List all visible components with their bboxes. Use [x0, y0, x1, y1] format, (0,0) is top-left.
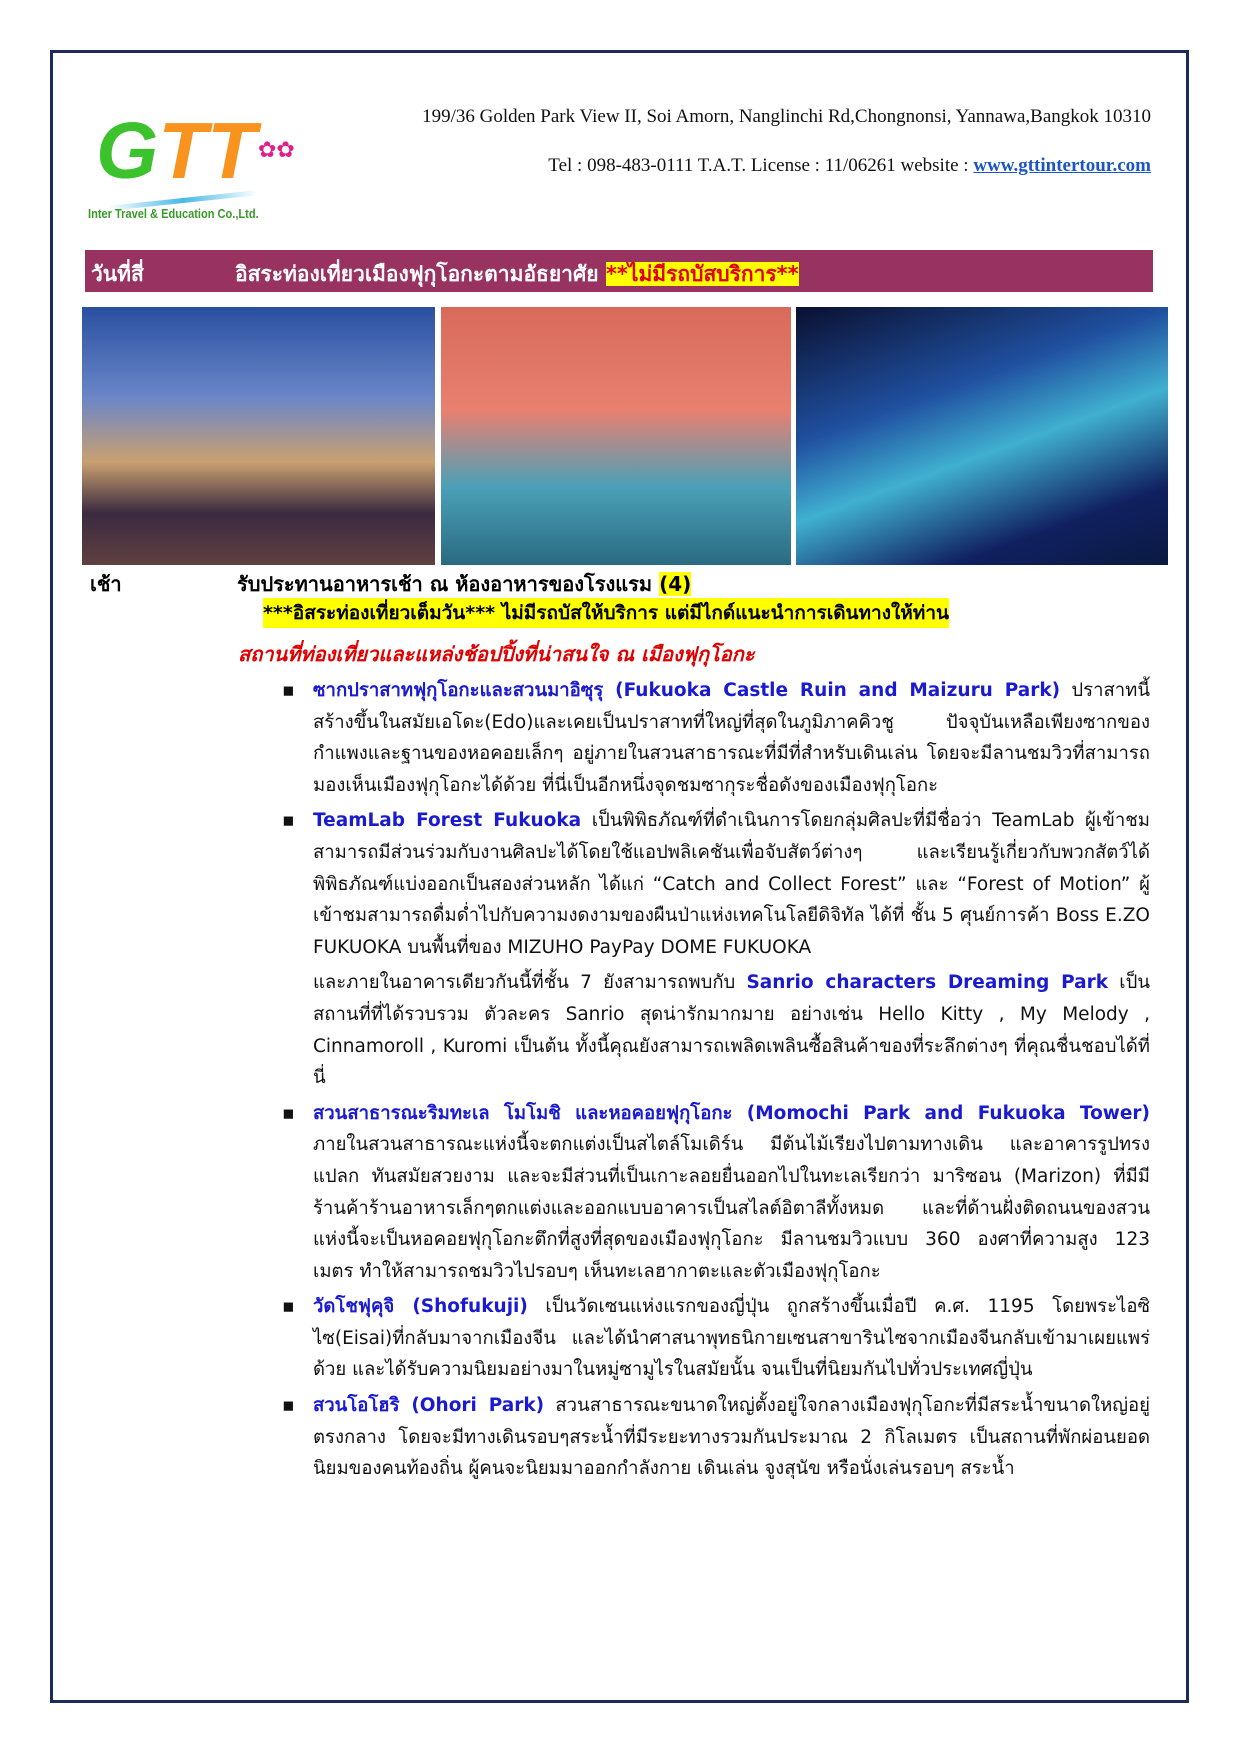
- breakfast-text: [237, 568, 691, 600]
- bullet-icon: ▪: [282, 1296, 295, 1318]
- logo-subtitle: Inter Travel & Education Co.,Ltd.: [88, 206, 259, 221]
- item-title: ซากปราสาทฟุกุโอกะและสวนมาอิซุรุ (Fukuoka Castle Ruin and Maizuru Park): [313, 680, 1061, 701]
- day-title: [235, 258, 799, 291]
- bullet-icon: ▪: [282, 680, 295, 701]
- list-item: [282, 1098, 1150, 1288]
- teamlab-forest-photo: [796, 307, 1168, 565]
- list-item: [282, 675, 1150, 801]
- free-day-banner: ***อิสระท่องเที่ยวเต็มวัน*** ไม่มีรถบัสให้บริการ แต่มีไกด์แนะนำการเดินทางให้ท่าน: [263, 598, 949, 628]
- list-item-continuation: [282, 967, 1150, 1093]
- item-title: วัดโชฟุคุจิ (Shofukuji): [313, 1296, 528, 1318]
- no-bus-highlight: **ไม่มีรถบัสบริการ**: [605, 262, 799, 286]
- canal-city-photo: [441, 307, 791, 565]
- bullet-icon: ▪: [282, 810, 295, 832]
- bullet-icon: ▪: [282, 1395, 295, 1417]
- day-label: วันที่สี่: [91, 262, 144, 286]
- tel-license: Tel : 098-483-0111 T.A.T. License : 11/06261 website :: [548, 155, 974, 176]
- list-item: [282, 1390, 1150, 1485]
- day-title-text: อิสระท่องเที่ยวเมืองฟุกุโอกะตามอัธยาศัย: [235, 262, 606, 286]
- item-body: ภายในสวนสาธารณะแห่งนี้จะตกแต่งเป็นสไตล์โมเดิร์น มีต้นไม้เรียงไปตามทางเดิน และอาคารรูปทรงแปลก ทันสมัยสวยงาม และจะมีส่วนที่เป็นเกาะลอยยื่นออกไปในทะเลเรียกว่า มาริซอน (Marizon) ที่มีมีร้านค้าร้านอาหารเล็กๆตกแต่งและออกแบบอาคารเป็นสไลต์อิตาลีทั้งหมด และที่ด้านฝั่งติดถนนของสวนแห่งนี้จะเป็นหอคอยฟุกุโอกะตึกที่สูงที่สุดของเมืองฟุกุโอกะ มีลานชมวิวแบบ 360 องศาที่ความสูง 123 เมตร ทำให้สามารถชมวิวไปรอบๆ เห็นทะเลฮากาตะและตัวเมืองฟุกุโอกะ: [313, 1134, 1150, 1282]
- item-body: ปราสาทนี้สร้างขึ้นในสมัยเอโดะ(Edo)และเคยเป็นปราสาทที่ใหญ่ที่สุดในภูมิภาคคิวชู ปัจจุบันเหลือเพียงซากของกำแพงและฐานของหอคอยเล็กๆ อยู่ภายในสวนสาธารณะที่มีที่สำหรับเดินเล่น โดยจะมีลานชมวิวที่สามารถมองเห็นเมืองฟุกุโอกะได้ด้วย ที่นี่เป็นอีกหนึ่งจุดชมซากุระชื่อดังของเมืองฟุกุโอกะ: [313, 680, 1150, 796]
- item-body: เป็นสถานที่ที่ได้รวบรวม ตัวละคร Sanrio สุดน่ารักมากมาย อย่างเช่น Hello Kitty , My Melody , Cinnamoroll , Kuromi เป็นต้น ทั้งนี้คุณยังสามารถเพลิดเพลินซื้อสินค้าของที่ระลึกต่างๆ ที่คุณชื่นชอบได้ที่นี่: [313, 972, 1150, 1089]
- item-title: Sanrio characters Dreaming Park: [746, 972, 1109, 994]
- item-title: สวนโอโฮริ (Ohori Park): [313, 1395, 545, 1417]
- section-title: สถานที่ท่องเที่ยวและแหล่งช้อปปิ้งที่น่าสนใจ ณ เมืองฟุกุโอกะ: [238, 642, 755, 666]
- logo-letters: G TT ✿✿: [96, 106, 295, 195]
- list-item: [282, 805, 1150, 963]
- meal-code: (4): [659, 572, 692, 596]
- flower-icon: ✿✿: [257, 138, 295, 163]
- list-item: [282, 1291, 1150, 1386]
- website-link[interactable]: www.gttintertour.com: [973, 155, 1151, 176]
- meal-time-label: เช้า: [90, 572, 122, 596]
- cont-pre: และภายในอาคารเดียวกันนี้ที่ชั้น 7 ยังสามารถพบกับ: [313, 972, 747, 994]
- item-body: สวนสาธารณะขนาดใหญ่ตั้งอยู่ใจกลางเมืองฟุกุโอกะที่มีสระน้ำขนาดใหญ่อยู่ตรงกลาง โดยจะมีทางเดินรอบๆสระน้ำที่มีระยะทางรวมกันประมาณ 2 กิโลเมตร เป็นสถานที่พักผ่อนยอดนิยมของคนท้องถิ่น ผู้คนจะนิยมมาออกกำลังกาย เดินเล่น จูงสุนัข หรือนั่งเล่นรอบๆ สระน้ำ: [313, 1395, 1150, 1480]
- breakfast-desc: รับประทานอาหารเช้า ณ ห้องอาหารของโรงแรม: [237, 572, 660, 596]
- item-title: TeamLab Forest Fukuoka: [313, 810, 582, 832]
- day-header-bar: [85, 250, 1153, 292]
- item-title: สวนสาธารณะริมทะเล โมโมชิ และหอคอยฟุกุโอกะ (Momochi Park and Fukuoka Tower): [313, 1102, 1150, 1124]
- attractions-list: [282, 675, 1150, 1489]
- item-body: เป็นวัดเซนแห่งแรกของญี่ปุ่น ถูกสร้างขึ้นเมื่อปี ค.ศ. 1195 โดยพระไอซิไซ(Eisai)ที่กลับมาจากเมืองจีน และได้นำศาสนาพุทธนิกายเซนสาขารินไซจากเมืองจีนกลับเข้ามาเผยแพร่ด้วย และได้รับความนิยมอย่างมาในหมู่ซามูไรในสมัยนั้น จนเป็นที่นิยมกันไปทั่วประเทศญี่ปุ่น: [313, 1296, 1151, 1381]
- gtt-logo: [88, 106, 295, 223]
- fukuoka-tower-night-photo: [82, 307, 435, 565]
- bullet-icon: ▪: [282, 1102, 295, 1124]
- breakfast-row: [90, 568, 692, 600]
- contact-line: [548, 155, 1151, 177]
- company-address: 199/36 Golden Park View II, Soi Amorn, Nanglinchi Rd,Chongnonsi, Yannawa,Bangkok 10310: [422, 106, 1151, 127]
- item-body: เป็นพิพิธภัณฑ์ที่ดำเนินการโดยกลุ่มศิลปะที่มีชื่อว่า TeamLab ผู้เข้าชมสามารถมีส่วนร่วมกับงานศิลปะได้โดยใช้แอปพลิเคชันเพื่อจับสัตว์ต่างๆ และเรียนรู้เกี่ยวกับพวกสัตว์ได้ พิพิธภัณฑ์แบ่งออกเป็นสองส่วนหลัก ได้แก่ “Catch and Collect Forest” และ “Forest of Motion” ผู้เข้าชมสามารถดื่มด่ำไปกับความงดงามของผืนป่าแห่งเทคโนโลยีดิจิทัล ได้ที่ ชั้น 5 ศุนย์การค้า Boss E.ZO FUKUOKA บนพื้นที่ของ MIZUHO PayPay DOME FUKUOKA: [313, 810, 1150, 958]
